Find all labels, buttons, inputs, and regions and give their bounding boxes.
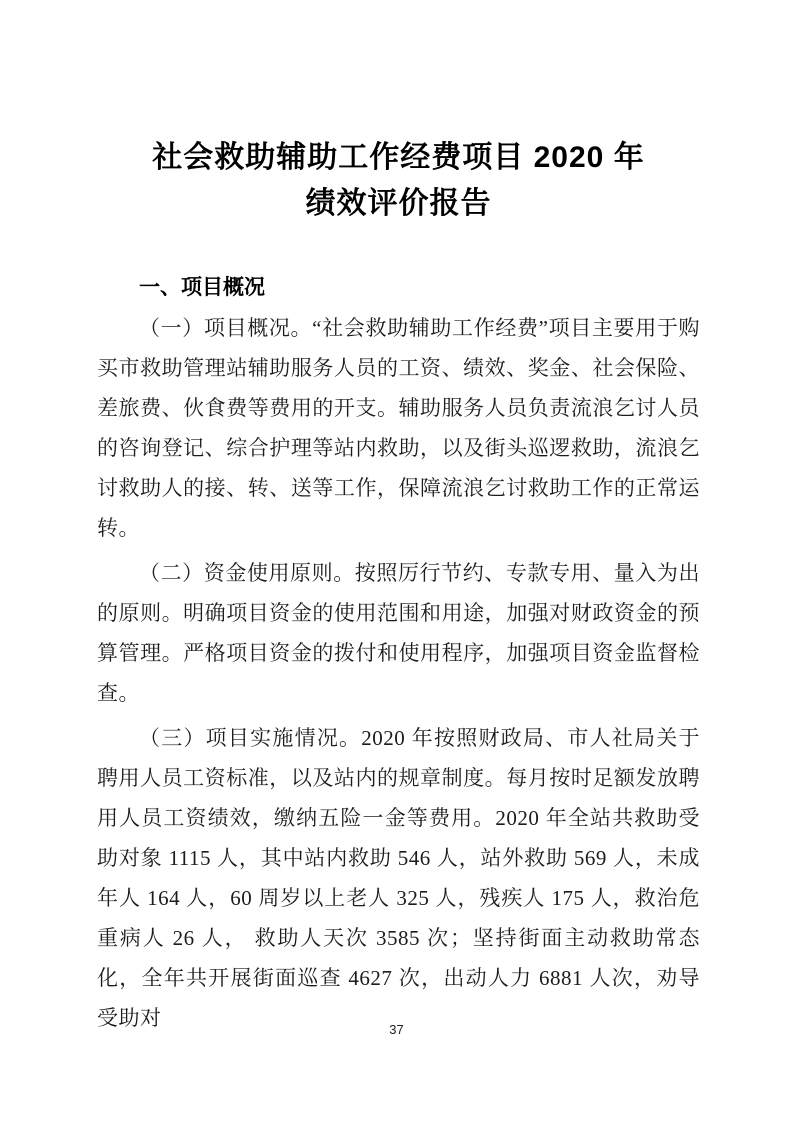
document-title xyxy=(97,135,700,227)
paragraph-project-overview: （一）项目概况。“社会救助辅助工作经费”项目主要用于购买市救助管理站辅助服务人员的工资、绩效、奖金、社会保险、差旅费、伙食费等费用的开支。辅助服务人员负责流浪乞讨人员的咨询登记、综合护理等站内救助，以及街头巡逻救助，流浪乞讨救助人的接、转、送等工作，保障流浪乞讨救助工作的正常运转。 xyxy=(97,316,700,540)
title-line-2: 绩效评价报告 xyxy=(305,187,492,220)
paragraph-implementation-status: （三）项目实施情况。2020 年按照财政局、市人社局关于聘用人员工资标准，以及站内的规章制度。每月按时足额发放聘用人员工资绩效，缴纳五险一金等费用。2020 年全站共救助受助对象 1115 人，其中站内救助 546 人，站外救助 569 人，未成年人 164 人，60 周岁以上老人 325 人，残疾人 175 人，救治危重病人 26 人， 救助人天次 3585 次；坚持街面主动救助常态化，全年共开展街面巡查 4627 次，出动人力 6881 人次，劝导受助对 xyxy=(97,726,700,1030)
document-content xyxy=(97,0,700,1043)
section-heading-project-overview: 一、项目概况 xyxy=(139,276,265,299)
title-line-1: 社会救助辅助工作经费项目 2020 年 xyxy=(152,141,645,174)
page-number: 37 xyxy=(389,1022,404,1037)
paragraph-fund-use-principles: （二）资金使用原则。按照厉行节约、专款专用、量入为出的原则。明确项目资金的使用范围和用途，加强对财政资金的预算管理。严格项目资金的拨付和使用程序，加强项目资金监督检查。 xyxy=(97,561,700,705)
